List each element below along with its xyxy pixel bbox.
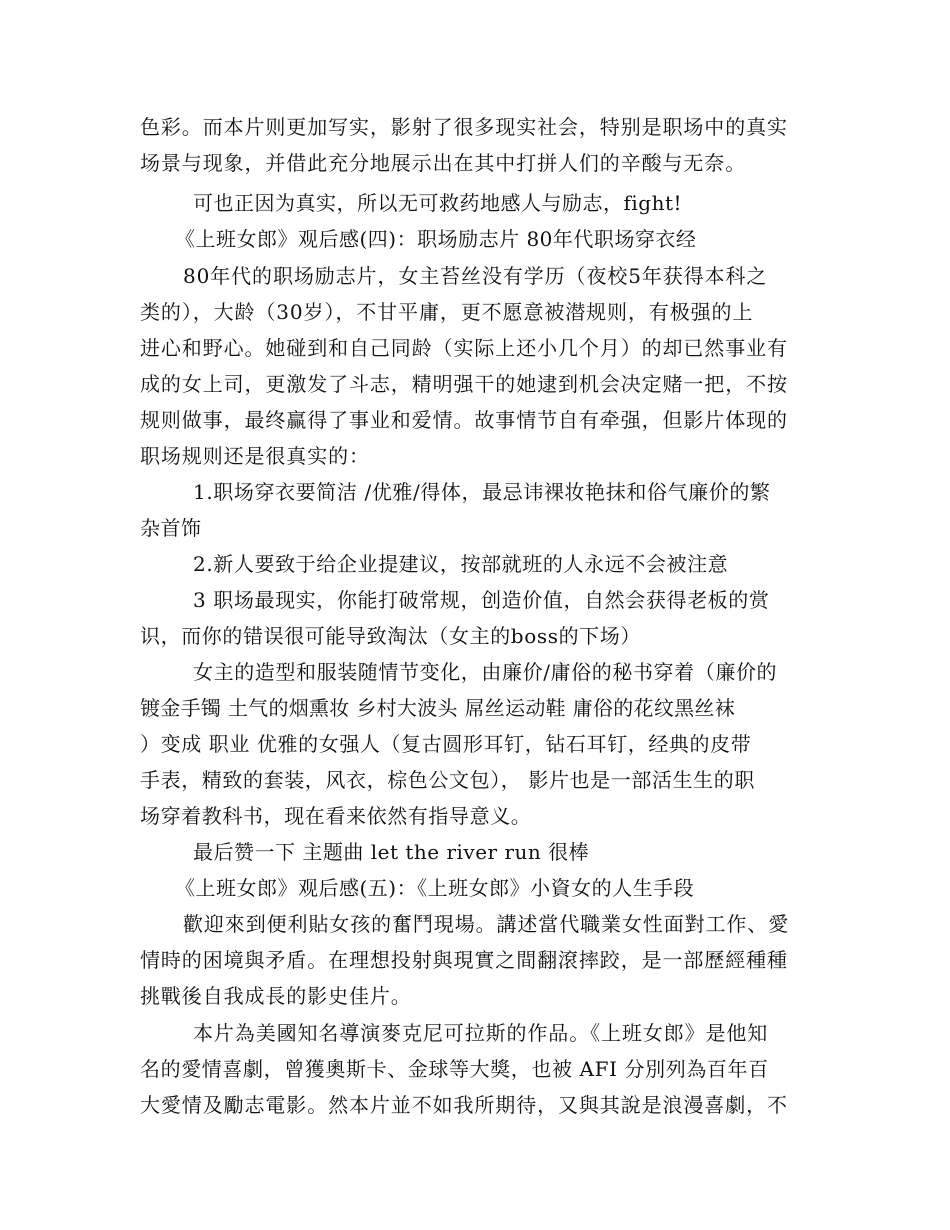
text-line: 场景与现象，并借此充分地展示出在其中打拼人们的辛酸与无奈。 — [140, 151, 747, 175]
text-line: 大愛情及勵志電影。然本片並不如我所期待，又與其說是浪漫喜劇，不 — [140, 1093, 788, 1117]
text-line: 可也正因为真实，所以无可救药地感人与励志，fight! — [193, 191, 683, 215]
text-line: 杂首饰 — [140, 516, 202, 540]
text-line: 识，而你的错误很可能导致淘汰（女主的boss的下场） — [140, 624, 641, 648]
text-line: 类的），大龄（30岁），不甘平庸，更不愿意被潜规则，有极强的上 — [140, 300, 754, 324]
list-item: 2.新人要致于给企业提建议，按部就班的人永远不会被注意 — [193, 552, 729, 576]
text-line: 名的愛情喜劇，曾獲奧斯卡、金球等大獎，也被 AFI 分別列為百年百 — [140, 1057, 769, 1081]
text-line: 手表，精致的套装，风衣，棕色公文包）， 影片也是一部活生生的职 — [140, 768, 755, 792]
text-line: 成的女上司，更激发了斗志，精明强干的她逮到机会决定赌一把，不按 — [140, 372, 788, 396]
text-line: 职场规则还是很真实的： — [140, 444, 370, 468]
text-line: ）变成 职业 优雅的女强人（复古圆形耳钉，钻石耳钉，经典的皮带 — [140, 732, 752, 756]
text-line: 歡迎來到便利貼女孩的奮鬥現場。講述當代職業女性面對工作、愛 — [183, 912, 790, 936]
text-line: 挑戰後自我成長的影史佳片。 — [140, 984, 412, 1008]
text-line: 最后赞一下 主题曲 let the river run 很棒 — [193, 840, 590, 864]
text-line: 场穿着教科书，现在看来依然有指导意义。 — [140, 804, 532, 828]
text-line: 本片為美國知名導演麥克尼可拉斯的作品。《上班女郎》是他知 — [193, 1021, 769, 1045]
text-line: 镀金手镯 土气的烟熏妆 乡村大波头 屌丝运动鞋 庸俗的花纹黑丝袜 — [140, 696, 736, 720]
text-line: 女主的造型和服装随情节变化，由廉价/庸俗的秘书穿着（廉价的 — [193, 660, 778, 684]
section-heading: 《上班女郎》观后感(四)：职场励志片 80年代职场穿衣经 — [175, 227, 697, 251]
text-line: 色彩。而本片则更加写实，影射了很多现实社会，特别是职场中的真实 — [140, 115, 788, 139]
text-line: 进心和野心。她碰到和自己同龄（实际上还小几个月）的却已然事业有 — [140, 336, 788, 360]
text-line: 规则做事，最终赢得了事业和爱情。故事情节自有牵强，但影片体现的 — [140, 408, 788, 432]
list-item: 3 职场最现实，你能打破常规，创造价值，自然会获得老板的赏 — [193, 588, 770, 612]
text-line: 80年代的职场励志片，女主苔丝没有学历（夜校5年获得本科之 — [183, 264, 768, 288]
text-line: 情時的困境與矛盾。在理想投射與現實之間翻滾摔跤，是一部歷經種種 — [140, 948, 788, 972]
section-heading: 《上班女郎》观后感(五)：《上班女郎》小資女的人生手段 — [175, 876, 695, 900]
list-item: 1.职场穿衣要简洁 /优雅/得体，最忌讳裸妆艳抹和俗气廉价的繁 — [193, 480, 771, 504]
